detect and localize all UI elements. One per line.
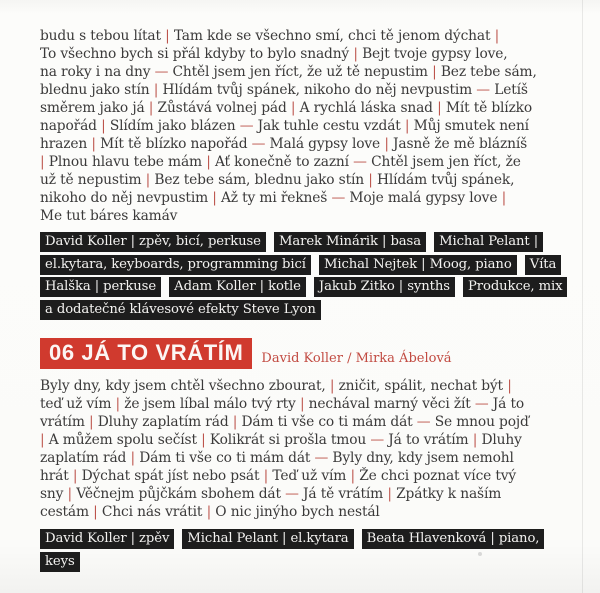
lyrics-line: hrazen | Mít tě blízko napořád — Malá gypsy love | Jasně že mě blázníš xyxy=(40,136,528,152)
credit-chip: Marek Minárik | basa xyxy=(274,232,426,252)
lyrics-line: sny | Věčnejm půjčkám sbohem dát — Já tě vrátím | Zpátky k naším xyxy=(40,486,502,502)
track-authors: David Koller / Mirka Ábelová xyxy=(261,351,452,366)
credit-chip: Michal Pelant | el.kytara, keyboards, programming bicí xyxy=(40,232,543,275)
lyrics-line: | Plnou hlavu tebe mám | Ať konečně to zazní — Chtěl jsem jen říct, že xyxy=(40,154,521,170)
lyrics-line: na roky i na dny — Chtěl jsem jen říct, že už tě nepustim | Bez tebe sám, xyxy=(40,64,537,80)
lyrics-line: Byly dny, kdy jsem chtěl všechno zbourat, | zničit, spálit, nechat být | xyxy=(40,378,512,394)
scan-page-edge xyxy=(582,0,583,593)
credit-chip: David Koller | zpěv xyxy=(40,529,174,549)
musician-credits-ja-to-vratim xyxy=(40,528,574,573)
credit-chip: Víta Halška | perkuse xyxy=(40,255,561,298)
lyrics-line: směrem jako já | Zůstává volnej pád | A rychlá láska snad | Mít tě blízko xyxy=(40,100,533,116)
lyrics-line: Me tut báres kamáv xyxy=(40,208,178,224)
lyrics-line: teď už vím | že jsem líbal málo tvý rty | nechával marný věci žít — Já to xyxy=(40,396,524,412)
track-header xyxy=(40,338,452,369)
lyrics-line: To všechno bych si přál kdyby to bylo snadný | Bejt tvoje gypsy love, xyxy=(40,46,508,62)
lyrics-line: budu s tebou lítat | Tam kde se všechno smí, chci tě jenom dýchat | xyxy=(40,28,500,44)
credit-chip: Michal Nejtek | Moog, piano xyxy=(319,255,517,275)
lyrics-line: | A můžem spolu sečíst | Kolikrát si prošla tmou — Já to vrátím | Dluhy xyxy=(40,432,522,448)
lyrics-line: blednu jako stín | Hlídám tvůj spánek, nikoho do něj nevpustim — Letíš xyxy=(40,82,528,98)
track-number-title: 06 JÁ TO VRÁTÍM xyxy=(40,338,252,369)
credit-chip: Jakub Zitko | synths xyxy=(314,277,455,297)
credit-chip: Michal Pelant | el.kytara xyxy=(182,529,353,549)
lyrics-line: už tě nepustim | Bez tebe sám, blednu jako stín | Hlídám tvůj spánek, xyxy=(40,172,515,188)
lyrics-line: nikoho do něj nevpustim | Až ty mi řekneš — Moje malá gypsy love | xyxy=(40,190,507,206)
credit-chip: Adam Koller | kotle xyxy=(169,277,306,297)
credit-chip: Beata Hlavenková | piano, keys xyxy=(40,529,544,572)
lyrics-line: zaplatím rád | Dám ti vše co ti mám dát — Byly dny, kdy jsem nemohl xyxy=(40,450,514,466)
lyrics-line: vrátím | Dluhy zaplatím rád | Dám ti vše co ti mám dát — Se mnou pojď xyxy=(40,414,529,430)
credit-chip: Produkce, mix a dodatečné klávesové efekty Steve Lyon xyxy=(40,277,567,320)
lyrics-block-continuation xyxy=(40,27,580,225)
credit-chip: David Koller | zpěv, bicí, perkuse xyxy=(40,232,266,252)
lyrics-block-ja-to-vratim xyxy=(40,377,580,521)
lyrics-line: hrát | Dýchat spát jíst nebo psát | Teď už vím | Že chci poznat více tvý xyxy=(40,468,517,484)
musician-credits-gypsy-love xyxy=(40,231,574,321)
lyrics-line: napořád | Slídím jako blázen — Jak tuhle cestu vzdát | Můj smutek není xyxy=(40,118,529,134)
scan-artifact xyxy=(478,552,482,556)
lyrics-line: cestám | Chci nás vrátit | O nic jinýho bych nestál xyxy=(40,504,380,520)
